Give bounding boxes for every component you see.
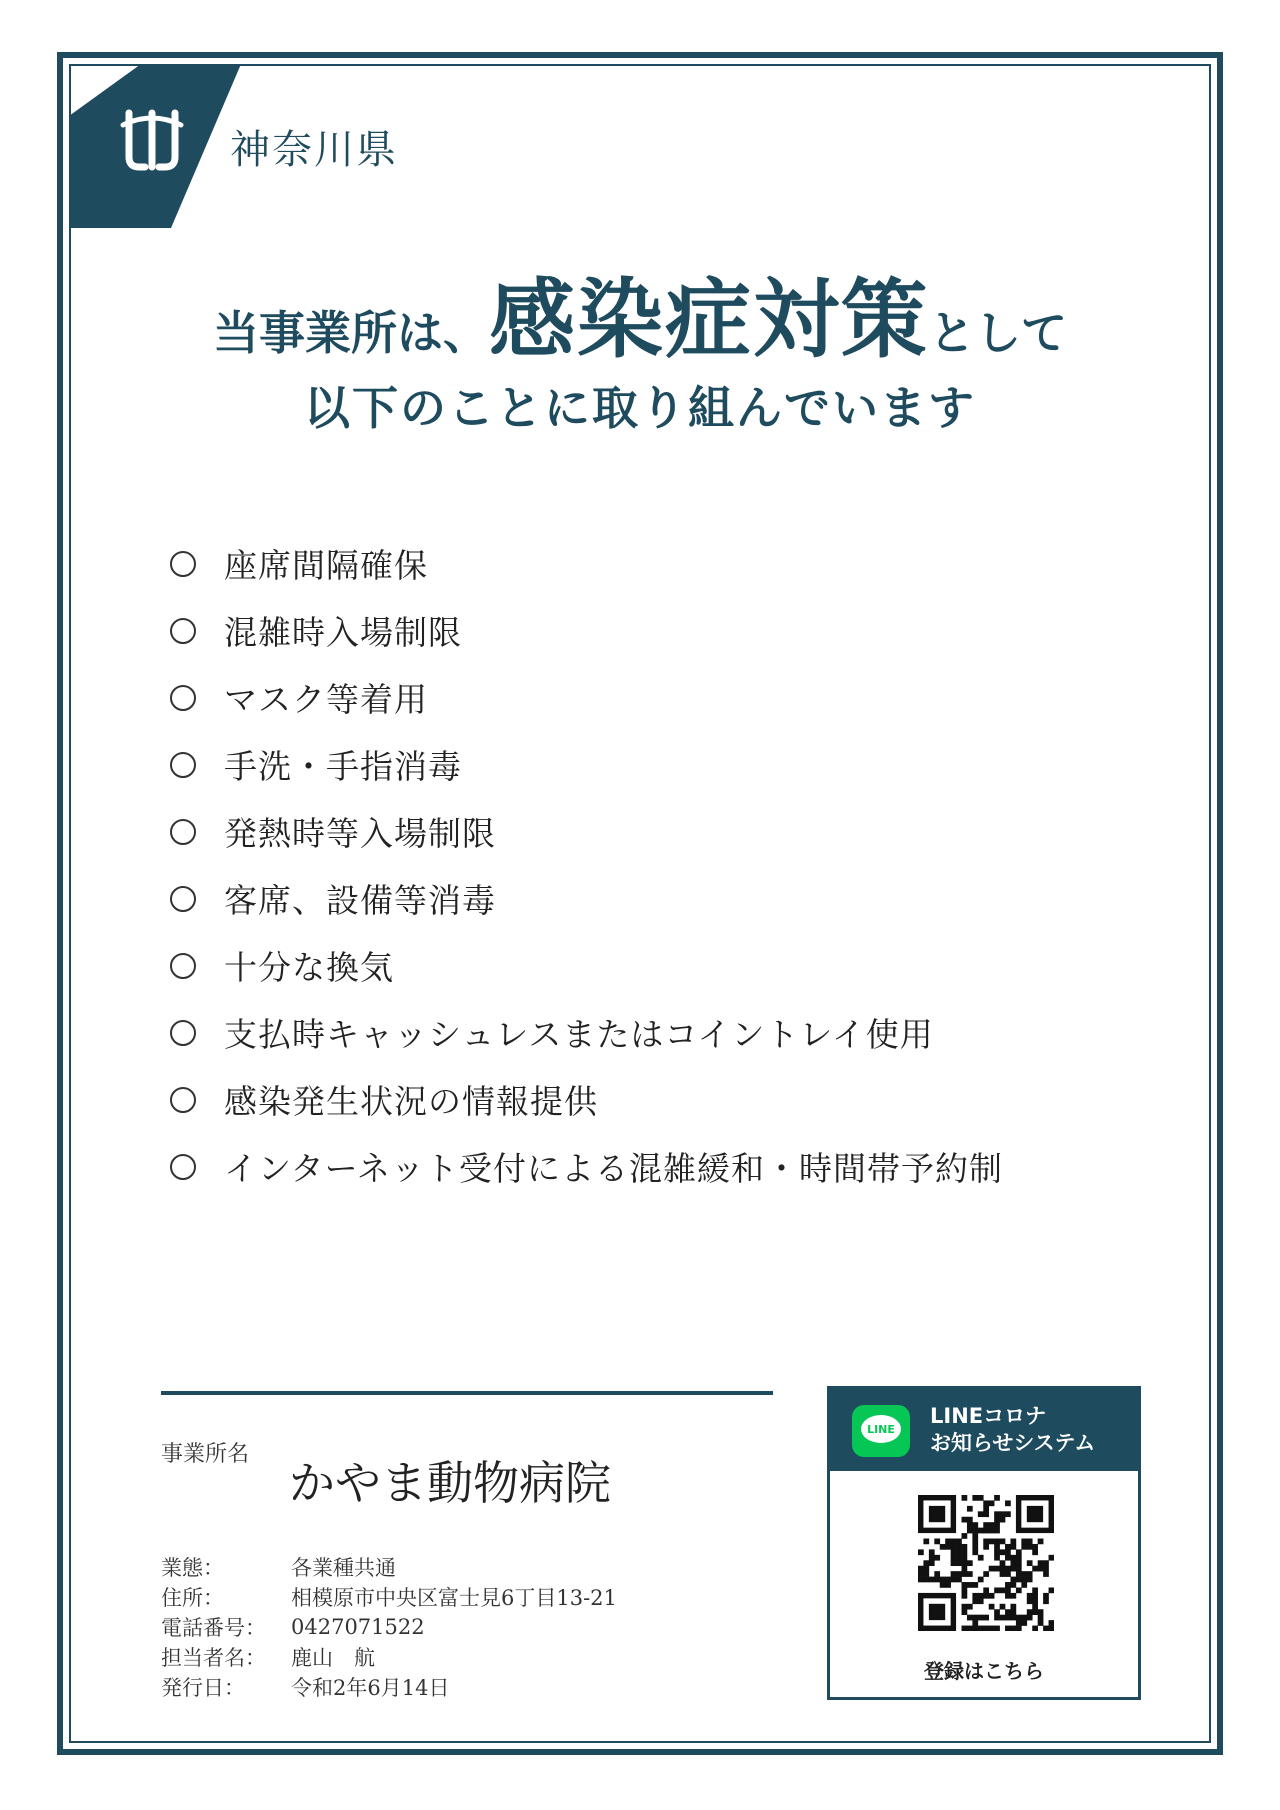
checkbox-circle-icon [170, 1020, 196, 1046]
line-app-icon [852, 1405, 910, 1457]
line-box-title [930, 1403, 1095, 1457]
measure-item [170, 798, 1003, 865]
measure-label: 客席、設備等消毒 [224, 881, 496, 920]
measure-item [170, 664, 1003, 731]
checkbox-circle-icon [170, 886, 196, 912]
info-value: 相模原市中央区富士見6丁目13-21 [291, 1586, 617, 1610]
office-name-label: 事業所名 [161, 1442, 250, 1467]
info-row [161, 1612, 617, 1642]
measure-label: マスク等着用 [224, 680, 428, 719]
kanagawa-emblem-icon [117, 105, 187, 175]
measure-label: 支払時キャッシュレスまたはコイントレイ使用 [224, 1015, 934, 1054]
office-name: かやま動物病院 [289, 1456, 611, 1510]
info-row [161, 1552, 617, 1582]
info-value: 令和2年6月14日 [291, 1676, 450, 1700]
info-value: 各業種共通 [291, 1556, 396, 1580]
info-value: 鹿山 航 [291, 1646, 375, 1670]
measure-item [170, 731, 1003, 798]
line-logo-text: LINE [867, 1423, 895, 1436]
measure-item [170, 865, 1003, 932]
prefecture-name: 神奈川県 [230, 127, 398, 173]
measure-label: 発熱時等入場制限 [224, 814, 496, 853]
line-registration-box[interactable] [827, 1386, 1141, 1700]
measures-list [170, 530, 1003, 1200]
checkbox-circle-icon [170, 618, 196, 644]
line-title-line1: LINEコロナ [930, 1404, 1047, 1428]
measure-label: 座席間隔確保 [224, 546, 428, 585]
measure-item [170, 597, 1003, 664]
line-box-header [830, 1389, 1138, 1471]
headline-prefix: 当事業所は、 [213, 306, 489, 360]
headline-suffix: として [929, 306, 1067, 360]
checkbox-circle-icon [170, 752, 196, 778]
line-title-line2: お知らせシステム [930, 1431, 1096, 1455]
info-row [161, 1642, 617, 1672]
info-row [161, 1582, 617, 1612]
checkbox-circle-icon [170, 1154, 196, 1180]
measure-label: インターネット受付による混雑緩和・時間帯予約制 [224, 1149, 1004, 1188]
checkbox-circle-icon [170, 551, 196, 577]
headline [0, 250, 1280, 374]
measure-item [170, 530, 1003, 597]
headline-subline: 以下のことに取り組んでいます [304, 381, 976, 435]
headline-emphasis: 感染症対策 [489, 270, 929, 370]
info-label: 住所： [161, 1586, 224, 1610]
checkbox-circle-icon [170, 819, 196, 845]
info-value: 0427071522 [291, 1615, 425, 1639]
measure-label: 混雑時入場制限 [224, 613, 462, 652]
info-label: 業態： [161, 1556, 224, 1580]
measure-label: 手洗・手指消毒 [224, 747, 462, 786]
measure-item [170, 1066, 1003, 1133]
measure-item [170, 1133, 1003, 1200]
info-label: 発行日： [161, 1676, 245, 1700]
office-divider [161, 1391, 773, 1395]
info-row [161, 1672, 617, 1702]
info-label: 担当者名： [161, 1646, 266, 1670]
info-label: 電話番号： [161, 1616, 266, 1640]
checkbox-circle-icon [170, 685, 196, 711]
measure-item [170, 932, 1003, 999]
checkbox-circle-icon [170, 953, 196, 979]
measure-label: 感染発生状況の情報提供 [224, 1082, 598, 1121]
measure-label: 十分な換気 [224, 948, 394, 987]
measure-item [170, 999, 1003, 1066]
office-info-table [161, 1552, 617, 1702]
register-link[interactable]: 登録はこちら [924, 1659, 1044, 1683]
qr-code-icon[interactable] [918, 1495, 1054, 1631]
checkbox-circle-icon [170, 1087, 196, 1113]
